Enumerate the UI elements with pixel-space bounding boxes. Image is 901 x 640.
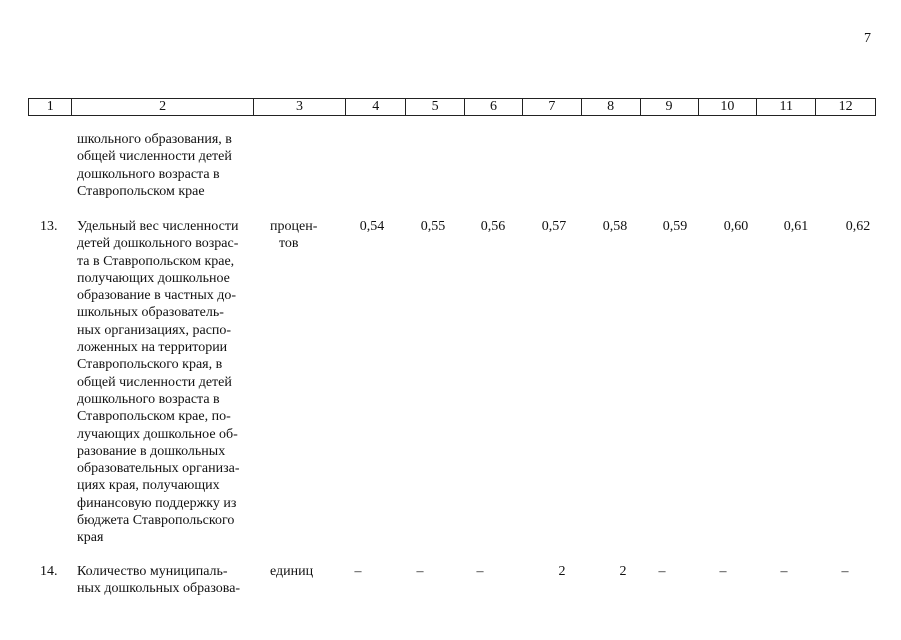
description-line: ных организациях, распо- [77,322,232,338]
header-cell: 4 [346,99,406,115]
description-line: ных дошкольных образова- [77,581,241,597]
description-line: ложенных на территории [77,340,228,356]
description-line: общей численности детей [77,374,232,390]
header-cell: 8 [582,99,641,115]
description-line: бюджета Ставропольского [77,513,235,529]
description-line: та в Ставропольском крае, [77,253,235,269]
value-cell: 0,62 [845,219,871,234]
value-cell: – [416,564,424,579]
description-line: Ставропольского края, в [77,357,223,373]
header-cell: 2 [72,99,253,115]
row-description [77,218,240,547]
description-line: школьного образования, в [77,132,232,147]
description-line: края [77,530,104,546]
value-cell: 0,60 [723,219,749,234]
value-cell: 0,56 [480,219,506,234]
value-cell: – [476,564,484,579]
unit-line: единиц [270,564,314,579]
header-cell: 6 [465,99,523,115]
header-cell: 10 [699,99,758,115]
description-line: Удельный вес численности [77,219,239,234]
header-cell: 3 [254,99,347,115]
value-cell: 0,58 [602,219,628,234]
description-line: лучающих дошкольное об- [77,426,238,442]
description-line: Ставропольском крае [77,183,205,199]
page-number: 7 [864,31,871,46]
description-line: Количество муниципаль- [77,564,228,579]
table-header [28,98,876,116]
description-line: дошкольного возраста в [77,391,220,407]
continuation-description [77,131,232,200]
description-line: финансовую поддержку из [77,495,237,511]
value-cell: 0,61 [783,219,809,234]
description-line: детей дошкольного возрас- [77,236,239,252]
value-cell: 0,57 [541,219,567,234]
value-cell: – [719,564,727,579]
description-line: дошкольного возраста в [77,166,220,182]
row-number: 13. [40,219,58,234]
value-cell: 2 [558,564,566,579]
header-cell: 7 [523,99,582,115]
row-description [77,563,240,598]
description-line: Ставропольском крае, по- [77,409,231,425]
description-line: школьных образователь- [77,305,224,321]
row-number: 14. [40,564,58,579]
value-cell: – [841,564,849,579]
description-line: образование в частных до- [77,288,237,304]
description-line: общей численности детей [77,149,232,165]
header-cell: 11 [757,99,816,115]
description-line: разование в дошкольных [77,443,226,459]
header-cell: 5 [406,99,465,115]
value-cell: 0,54 [359,219,385,234]
value-cell: – [658,564,666,579]
header-cell: 12 [838,99,853,114]
header-cell: 9 [641,99,699,115]
row-unit [270,563,313,580]
description-line: образовательных организа- [77,461,240,477]
value-cell: 0,59 [662,219,688,234]
value-cell: – [354,564,362,579]
value-cell: – [780,564,788,579]
description-line: циях края, получающих [77,478,220,494]
header-cell: 1 [29,99,72,115]
unit-line: тов [279,236,299,252]
row-unit [270,218,317,253]
value-cell: 2 [619,564,627,579]
description-line: получающих дошкольное [77,270,230,286]
unit-line: процен- [270,219,318,234]
value-cell: 0,55 [420,219,446,234]
